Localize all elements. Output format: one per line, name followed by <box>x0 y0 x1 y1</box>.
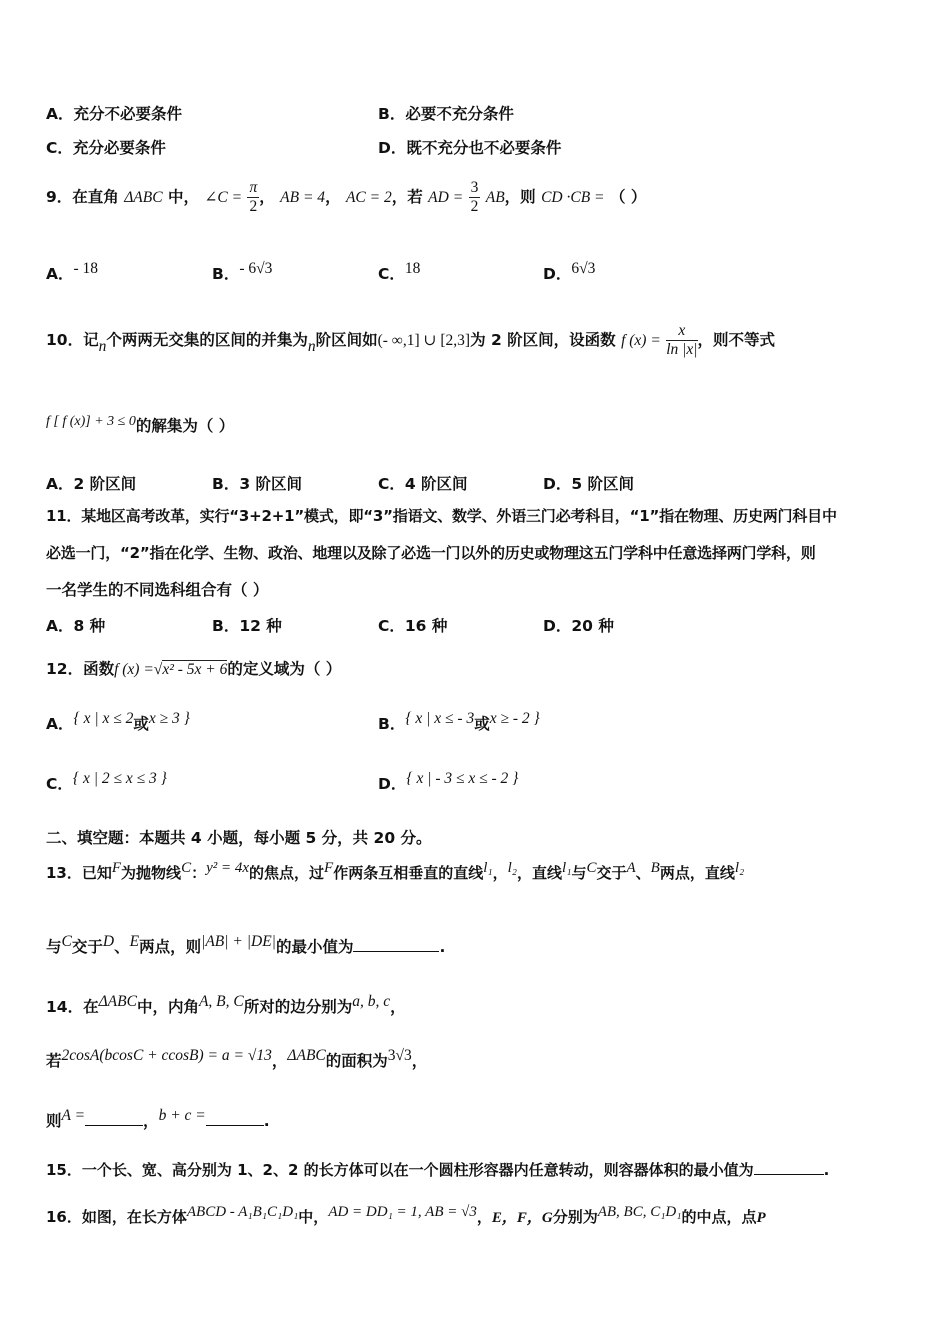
q9-ad: AD = <box>428 189 464 206</box>
q9-option-b: B．- 6√3 <box>212 260 273 283</box>
q9-ab2: AB <box>485 189 505 206</box>
q13-expression: |AB| + |DE| <box>201 933 276 950</box>
q9-number: 9．在直角 <box>46 188 119 206</box>
q9-paren: （ ） <box>609 188 647 206</box>
q14-answer-blank-bc[interactable] <box>206 1111 264 1126</box>
q14-stem-1: 14．在ΔABC中，内角A, B, C所对的边分别为a, b, c， <box>46 993 406 1016</box>
q16-stem: 16．如图，在长方体ABCD - A₁B₁C₁D₁中，AD = DD₁ = 1, AB = √3，E，F，G分别为AB, BC, C₁D₁的中点，点P <box>46 1204 766 1226</box>
q14-stem-2: 若2cosA(bcosC + ccosB) = a = √13，ΔABC的面积为3√3， <box>46 1047 428 1070</box>
q13-stem-2: 与C交于D、E两点，则|AB| + |DE|的最小值为 . <box>46 933 446 956</box>
q9-expression: CD ·CB = <box>541 189 605 206</box>
q9-text: 中， <box>167 188 199 206</box>
q9-option-c: C．18 <box>378 260 421 283</box>
q8-option-a: A．充分不必要条件 <box>46 105 182 123</box>
section-2-heading: 二、填空题：本题共 4 小题，每小题 5 分，共 20 分。 <box>46 829 432 847</box>
q11-option-b: B．12 种 <box>212 617 282 635</box>
q9-triangle: ΔABC <box>124 189 163 206</box>
q10-stem-2: f [ f (x)] + 3 ≤ 0的解集为（ ） <box>46 414 235 435</box>
q9-pi-over-2: $\frac{\pi}{2}$ <box>249 179 258 215</box>
q15-answer-blank[interactable] <box>754 1160 824 1175</box>
q9-option-d: D．6√3 <box>543 260 596 283</box>
q11-line-2: 必选一门，“2”指在化学、生物、政治、地理以及除了必选一门以外的历史或物理这五门学科中任意选择两门学科，则 <box>46 544 816 562</box>
q10-option-c: C．4 阶区间 <box>378 475 468 493</box>
q11-line-1: 11．某地区高考改革，实行“3+2+1”模式，即“3”指语文、数学、外语三门必考科目，“1”指在物理、历史两门科目中 <box>46 507 837 525</box>
q10-option-b: B．3 阶区间 <box>212 475 302 493</box>
q10-inequality: f [ f (x)] + 3 ≤ 0 <box>46 414 136 429</box>
q9-if: ，若 <box>391 188 423 206</box>
q10-option-a: A．2 阶区间 <box>46 475 137 493</box>
q8-option-d: D．既不充分也不必要条件 <box>378 139 562 157</box>
q9-then: ，则 <box>504 188 536 206</box>
q8-option-c: C．充分必要条件 <box>46 139 166 157</box>
q14-equation: 2cosA(bcosC + ccosB) = a = √13 <box>61 1047 272 1064</box>
q12-option-b: B．{ x | x ≤ - 3或x ≥ - 2 } <box>378 710 540 733</box>
q9-ac: AC = 2 <box>345 189 392 206</box>
q9-angle: ∠C = <box>204 189 243 206</box>
q13-stem-1: 13．已知F为抛物线C：y² = 4x的焦点，过F作两条互相垂直的直线l₁，l₂，直线l₁与C交于A、B两点，直线l₂ <box>46 860 745 882</box>
q8-option-b: B．必要不充分条件 <box>378 105 514 123</box>
q9-three-halves: $\frac{3}{2}$ <box>470 179 479 215</box>
q14-stem-3: 则A = ，b + c = . <box>46 1107 270 1130</box>
q9-ab: AB = 4 <box>280 189 326 206</box>
q12-option-a: A．{ x | x ≤ 2或x ≥ 3 } <box>46 710 190 733</box>
q11-option-a: A．8 种 <box>46 617 106 635</box>
q15-stem: 15．一个长、宽、高分别为 1、2、2 的长方体可以在一个圆柱形容器内任意转动，则容器体积的最小值为 . <box>46 1161 830 1179</box>
q9-stem: 9．在直角 ΔABC 中， ∠C = $\frac{\pi}{2}$ ， AB = 4， AC = 2，若 AD = $\frac{3}{2}$ AB，则 CD ·CB = （ ） <box>46 179 647 215</box>
q12-option-c: C．{ x | 2 ≤ x ≤ 3 } <box>46 770 167 793</box>
q10-interval: (- ∞,1] ∪ [2,3] <box>377 332 471 349</box>
q10-option-d: D．5 阶区间 <box>543 475 635 493</box>
q14-answer-blank-a[interactable] <box>85 1111 143 1126</box>
q12-stem: 12．函数f (x) =√x² - 5x + 6的定义域为（ ） <box>46 660 342 678</box>
q10-function: f (x) = <box>621 332 661 349</box>
q12-option-d: D．{ x | - 3 ≤ x ≤ - 2 } <box>378 770 519 793</box>
q9-option-a: A．- 18 <box>46 260 99 283</box>
q11-line-3: 一名学生的不同选科组合有（ ） <box>46 581 269 599</box>
q11-option-c: C．16 种 <box>378 617 448 635</box>
q13-answer-blank[interactable] <box>353 937 439 952</box>
q12-radicand: x² - 5x + 6 <box>162 661 228 678</box>
q11-option-d: D．20 种 <box>543 617 614 635</box>
q10-stem: 10．记n个两两无交集的区间的并集为n阶区间如(- ∞,1] ∪ [2,3]为 2 阶区间，设函数 f (x) = $\frac{x}{\ln |x|}$ ，则不等式 <box>46 322 776 358</box>
q10-fraction: $\frac{x}{\ln |x|}$ <box>666 322 698 358</box>
